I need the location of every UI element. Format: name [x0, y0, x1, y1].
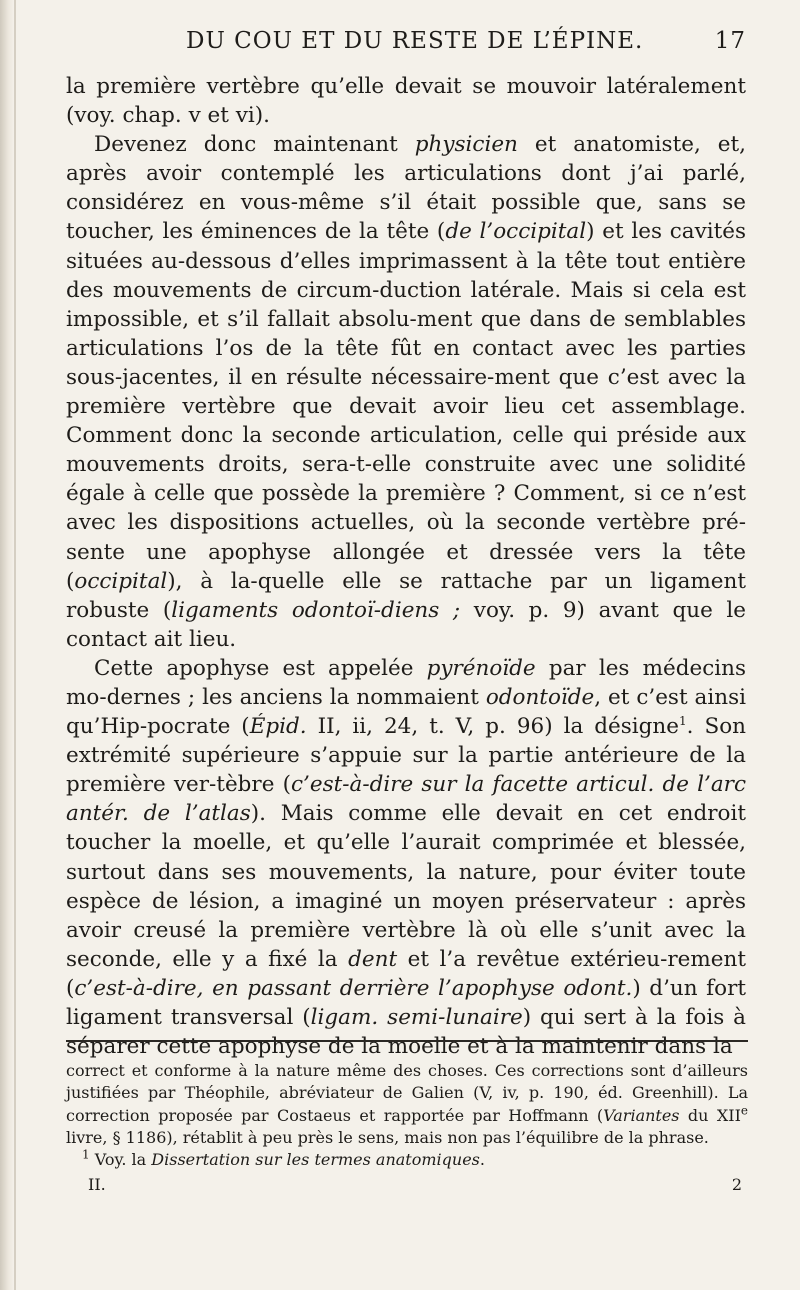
- text-run: Voy. la: [89, 1150, 152, 1170]
- text-run: et anatomiste, et, après avoir contemplé les articulations dont j’ai parlé, considérez en vous-même s’il était possible que, sans se toucher, les éminences de la tête (: [66, 132, 746, 245]
- text-run: livre, § 1186), rétablit à peu près le sens, mais non pas l’équilibre de la phrase.: [66, 1127, 709, 1147]
- text-run: , et c’est ainsi qu’Hip-pocrate (: [66, 684, 746, 740]
- italic-text: occipital: [74, 568, 168, 594]
- text-run: Cette apophyse est appelée: [94, 655, 427, 681]
- italic-text: ligam. semi-lunaire: [310, 1005, 523, 1030]
- italic-text: de l’occipital: [445, 219, 587, 245]
- footnote-divider: [66, 1040, 748, 1042]
- gutter-line: [14, 0, 16, 1290]
- page-header: [66, 28, 746, 68]
- text-run: II, ii, 24, t. V, p. 96) la désigne: [306, 714, 679, 740]
- footnote-marker: 1: [82, 1147, 90, 1162]
- text-run: par les médecins mo-dernes ; les anciens la nommaient: [66, 655, 746, 710]
- page-footer: [66, 1175, 742, 1199]
- page-number: 17: [714, 28, 746, 54]
- italic-text: physicien: [414, 132, 518, 158]
- paragraph-1: [66, 72, 746, 130]
- footnote-marker: 1: [679, 713, 687, 728]
- footnote-marker: e: [740, 1103, 748, 1118]
- text-run: du XII: [679, 1105, 741, 1125]
- signature-mark: II.: [88, 1175, 106, 1194]
- paragraph-2: [66, 130, 746, 654]
- book-gutter: [0, 0, 14, 1290]
- paragraph-3: [66, 654, 746, 1061]
- italic-text: Épid.: [249, 714, 307, 740]
- italic-text: ligaments odontoï-diens ;: [171, 597, 461, 623]
- text-run: la première vertèbre qu’elle devait se mouvoir latéralement (voy. chap. v et vi).: [66, 74, 746, 129]
- text-run: ), à la-quelle elle se rattache par un ligament robuste (: [66, 568, 746, 623]
- text-run: ). Mais comme elle devait en cet endroit toucher la moelle, et qu’elle l’aurait comprimée et blessée, surtout dans ses mouvements, la nature, pour éviter toute espèce de lésion, a imaginé un moyen préservateur : après avoir creusé la première vertèbre là où elle s’unit avec la seconde, elle y a fixé la: [66, 801, 746, 972]
- text-run: .: [479, 1150, 485, 1170]
- text-run: ) d’un fort ligament transversal (: [66, 975, 747, 1030]
- footnote-continued: [66, 1060, 748, 1149]
- italic-text: Dissertation sur les termes anatomiques: [151, 1150, 480, 1170]
- signature-number: 2: [731, 1175, 742, 1194]
- running-title: DU COU ET DU RESTE DE L’ÉPINE.: [186, 28, 644, 54]
- italic-text: c’est-à-dire sur la facette articul. de l’arc antér. de l’atlas: [66, 772, 746, 827]
- footnote-1: [66, 1149, 748, 1171]
- text-run: ) qui sert à la fois à séparer cette apophyse de la moelle et à la maintenir dans la: [66, 1005, 746, 1060]
- italic-text: Variantes: [603, 1105, 680, 1125]
- italic-text: odontoïde: [485, 684, 595, 710]
- italic-text: dent: [348, 946, 398, 972]
- italic-text: c’est-à-dire, en passant derrière l’apophyse odont.: [74, 975, 633, 1001]
- text-run: correct et conforme à la nature même des choses. Ces corrections sont d’ailleurs justifiées par Théophile, abréviateur de Galien (V, iv, p. 190, éd. Greenhill). La correction proposée par Costaeus et rapportée par Hoffmann (: [66, 1061, 748, 1125]
- text-run: voy. p. 9) avant que le contact ait lieu.: [66, 597, 747, 652]
- text-run: . Son extrémité supérieure s’appuie sur la partie antérieure de la première ver-tèbre (: [66, 714, 746, 798]
- text-run: Devenez donc maintenant: [94, 132, 415, 158]
- text-run: et l’a revêtue extérieu-rement (: [66, 946, 746, 1001]
- footnotes: [66, 1060, 748, 1171]
- main-text: [66, 72, 746, 1061]
- italic-text: pyrénoïde: [426, 655, 536, 681]
- text-run: ) et les cavités situées au-dessous d’elles imprimassent à la tête tout entière des mouvements de circum-duction latérale. Mais si cela est impossible, et s’il fallait absolu-ment que dans de semblables articulations l’os de la tête fût en contact avec les parties sous-jacentes, il en résulte nécessaire-ment que c’est avec la première vertèbre que devait avoir lieu cet assemblage. Comment donc la seconde articulation, celle qui préside aux mouvements droits, sera-t-elle construite avec une solidité égale à celle que possède la première ? Comment, si ce n’est avec les dispositions actuelles, où la seconde vertèbre pré-sente une apophyse allongée et dressée vers la tête (: [66, 219, 746, 594]
